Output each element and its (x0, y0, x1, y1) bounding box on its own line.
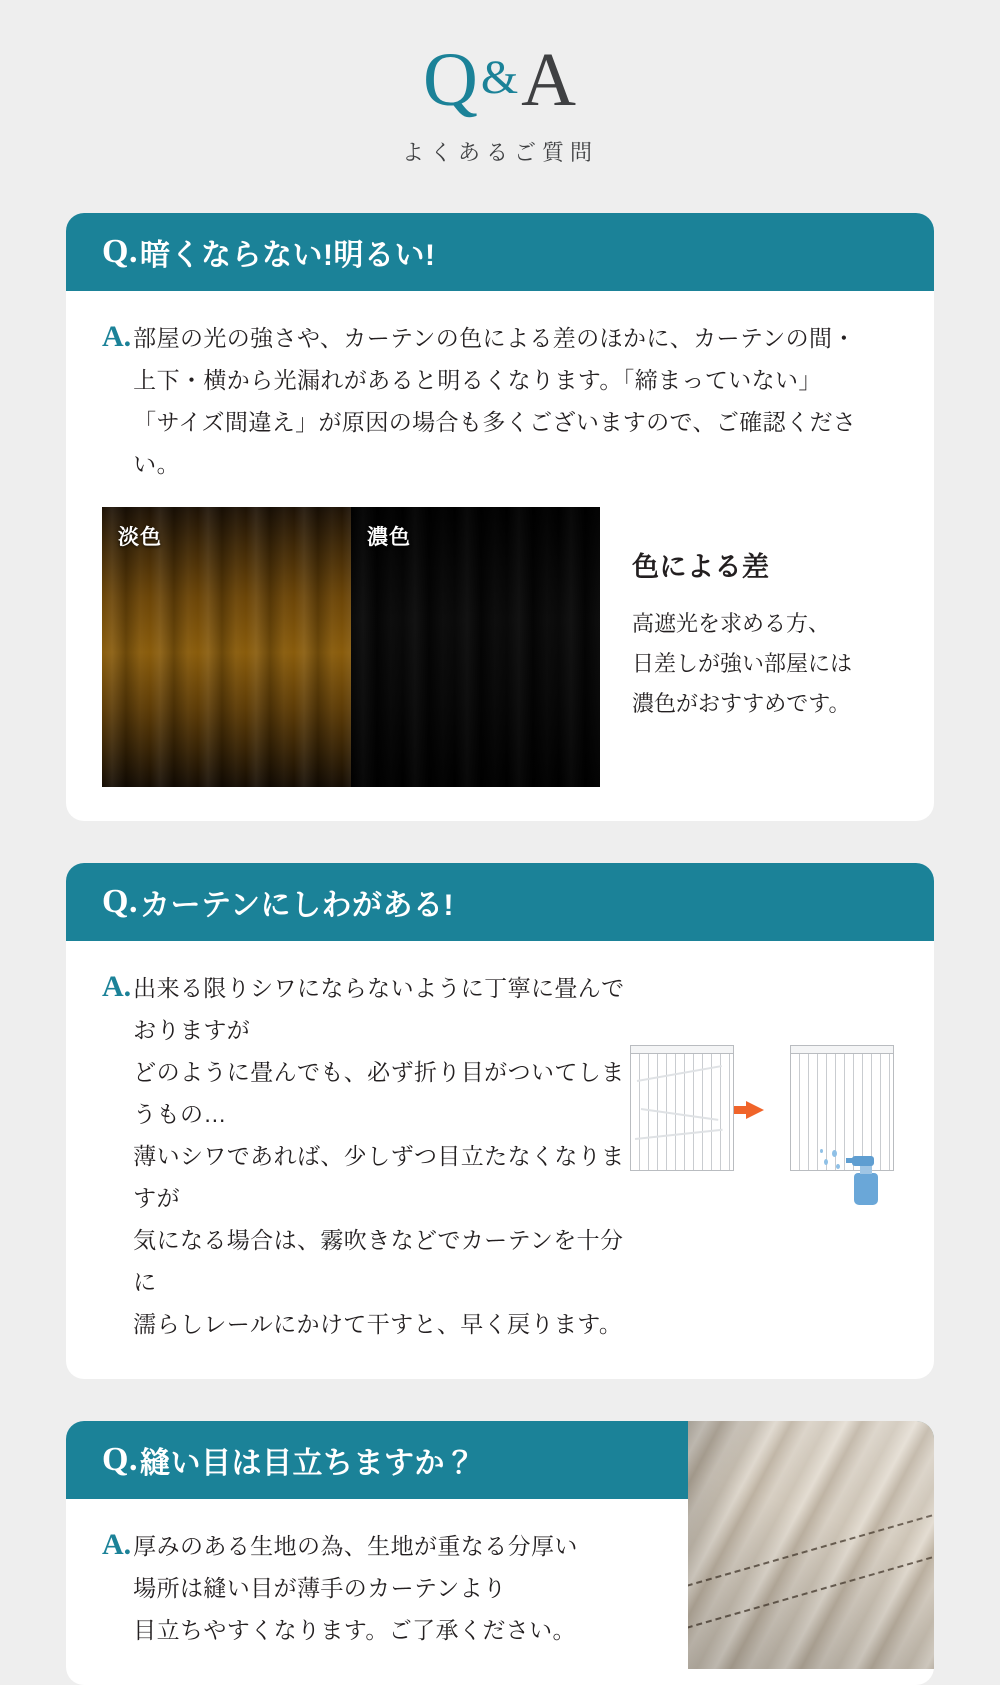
swatch-dark-label: 濃色 (367, 526, 411, 549)
answer-line: 厚みのある生地の為、生地が重なる分厚い (133, 1533, 578, 1559)
arrow-right-icon (746, 1101, 764, 1119)
answer-line: 場所は縫い目が薄手のカーテンより (133, 1575, 507, 1601)
answer-text-1 (133, 317, 898, 485)
spray-bottle-body (854, 1173, 878, 1205)
answer-line: どのように畳んでも、必ず折り目がついてしまうもの… (133, 1059, 625, 1127)
curtain-rail-icon (631, 1046, 733, 1054)
answer-inner-2 (102, 967, 628, 1345)
spray-bottle-neck (860, 1165, 872, 1174)
faq-question-header-2 (66, 863, 934, 941)
question-text-1: 暗くならない!明るい! (139, 239, 436, 272)
swatch-dark-color (351, 507, 600, 787)
photo-shading (688, 1421, 934, 1669)
answer-marker-1: A. (102, 320, 132, 353)
answer-line: 気になる場合は、霧吹きなどでカーテンを十分に (133, 1227, 624, 1295)
answer-row-3 (102, 1525, 674, 1651)
answer-line: 濡らしレールにかけて干すと、早く戻ります。 (133, 1311, 623, 1337)
spray-bottle-icon (846, 1149, 890, 1205)
answer-marker-3: A. (102, 1528, 132, 1561)
answer-line: 「サイズ間違え」が原因の場合も多くございますので、ご確認ください。 (133, 409, 857, 477)
qa-logo (0, 38, 1000, 122)
page-subtitle: よくあるご質問 (401, 140, 598, 165)
answer-line: 上下・横から光漏れがあると明るくなります。「締まっていない」 (133, 367, 822, 393)
answer-text-3 (133, 1525, 578, 1651)
color-note-line: 日差しが強い部屋には (632, 651, 853, 676)
page-header (0, 0, 1000, 167)
water-droplet-icon (824, 1159, 828, 1165)
swatch-light-color (102, 507, 351, 787)
faq-answer-body-1 (66, 291, 934, 821)
spray-bottle-nozzle (846, 1158, 855, 1163)
question-text-3: 縫い目は目立ちますか？ (139, 1447, 476, 1480)
color-comparison-media (102, 507, 898, 787)
color-note (600, 507, 852, 787)
question-marker-2: Q. (102, 883, 138, 920)
color-note-line: 濃色がおすすめです。 (632, 691, 851, 716)
faq-card-1 (66, 213, 934, 821)
swatch-light-label: 淡色 (118, 526, 162, 549)
color-note-line: 高遮光を求める方、 (632, 611, 831, 636)
water-droplet-icon (836, 1164, 840, 1169)
question-marker-3: Q. (102, 1441, 138, 1478)
faq-card-2 (66, 863, 934, 1379)
spray-bottle-head (852, 1156, 874, 1166)
answer-line: 出来る限りシワにならないように丁寧に畳んでおりますが (133, 975, 625, 1043)
answer-line: 部屋の光の強さや、カーテンの色による差のほかに、カーテンの間・ (133, 325, 856, 351)
faq-question-header-1 (66, 213, 934, 291)
answer-marker-2: A. (102, 970, 132, 1003)
answer-row-2 (102, 967, 628, 1345)
qa-logo-a: A (521, 38, 578, 122)
qa-logo-q: Q (422, 38, 479, 122)
curtain-rail-icon (791, 1046, 893, 1054)
question-marker-1: Q. (102, 233, 138, 270)
answer-row-1 (102, 317, 898, 485)
question-text-2: カーテンにしわがある! (139, 889, 454, 922)
qa-logo-ampersand: & (480, 51, 520, 104)
answer-line: 目立ちやすくなります。ご了承ください。 (133, 1617, 576, 1643)
wrinkle-illustration (628, 1045, 896, 1195)
answer-text-2 (133, 967, 628, 1345)
seam-closeup-photo (688, 1421, 934, 1669)
faq-answer-body-2 (66, 941, 934, 1379)
answer-line: 薄いシワであれば、少しずつ目立たなくなりますが (133, 1143, 625, 1211)
water-droplet-icon (820, 1149, 823, 1153)
curtain-color-swatches (102, 507, 600, 787)
faq-card-3 (66, 1421, 934, 1685)
color-note-title: 色による差 (632, 552, 770, 582)
color-note-text (632, 604, 852, 724)
water-droplet-icon (832, 1150, 837, 1157)
curtain-wrinkled-icon (630, 1045, 734, 1171)
